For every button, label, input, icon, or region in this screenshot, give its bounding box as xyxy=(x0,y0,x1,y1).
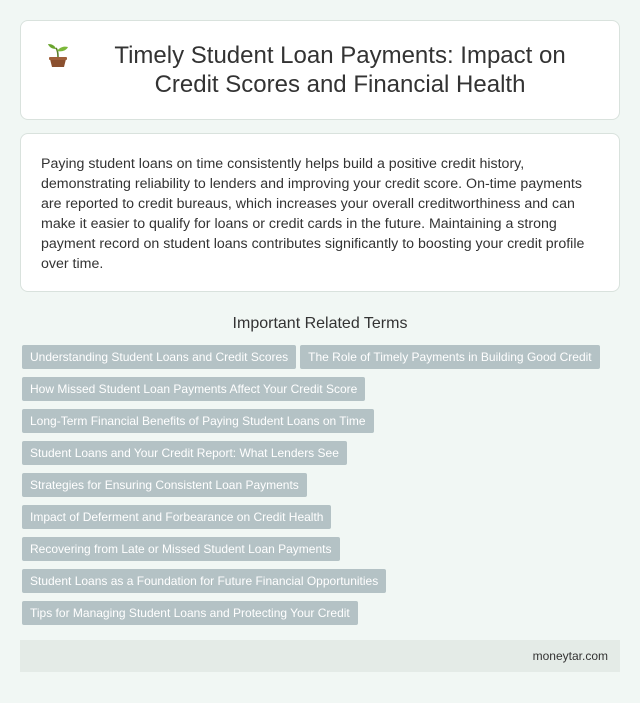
related-terms-heading: Important Related Terms xyxy=(232,315,408,332)
related-term-tag[interactable]: Long-Term Financial Benefits of Paying Student Loans on Time xyxy=(22,409,374,433)
related-term-tag[interactable]: Understanding Student Loans and Credit Scores xyxy=(22,345,296,369)
title-wrap xyxy=(45,41,595,99)
related-term-tag[interactable]: Recovering from Late or Missed Student Loan Payments xyxy=(22,537,340,561)
footer-site-link[interactable]: moneytar.com xyxy=(532,649,608,663)
footer xyxy=(20,640,620,672)
related-term-tag[interactable]: The Role of Timely Payments in Building Good Credit xyxy=(300,345,599,369)
title-card xyxy=(20,20,620,120)
related-term-tag[interactable]: How Missed Student Loan Payments Affect Your Credit Score xyxy=(22,377,365,401)
related-term-tag[interactable]: Impact of Deferment and Forbearance on Credit Health xyxy=(22,505,331,529)
description-text: Paying student loans on time consistently helps build a positive credit history, demonstrating reliability to lenders and improving your credit score. On-time payments are reported to credit bureaus, which increases your overall creditworthiness and can make it easier to qualify for loans or credit cards in the future. Maintaining a strong payment record on student loans contributes significantly to boosting your credit profile over time. xyxy=(41,156,585,272)
related-term-tag[interactable]: Student Loans and Your Credit Report: What Lenders See xyxy=(22,441,347,465)
related-term-tag[interactable]: Student Loans as a Foundation for Future Financial Opportunities xyxy=(22,569,386,593)
page-title: Timely Student Loan Payments: Impact on Credit Scores and Financial Health xyxy=(114,42,566,98)
sprout-icon xyxy=(45,42,71,68)
description-card xyxy=(20,133,620,292)
related-term-tag[interactable]: Tips for Managing Student Loans and Protecting Your Credit xyxy=(22,601,358,625)
related-terms-list xyxy=(22,345,618,633)
related-term-tag[interactable]: Strategies for Ensuring Consistent Loan Payments xyxy=(22,473,307,497)
